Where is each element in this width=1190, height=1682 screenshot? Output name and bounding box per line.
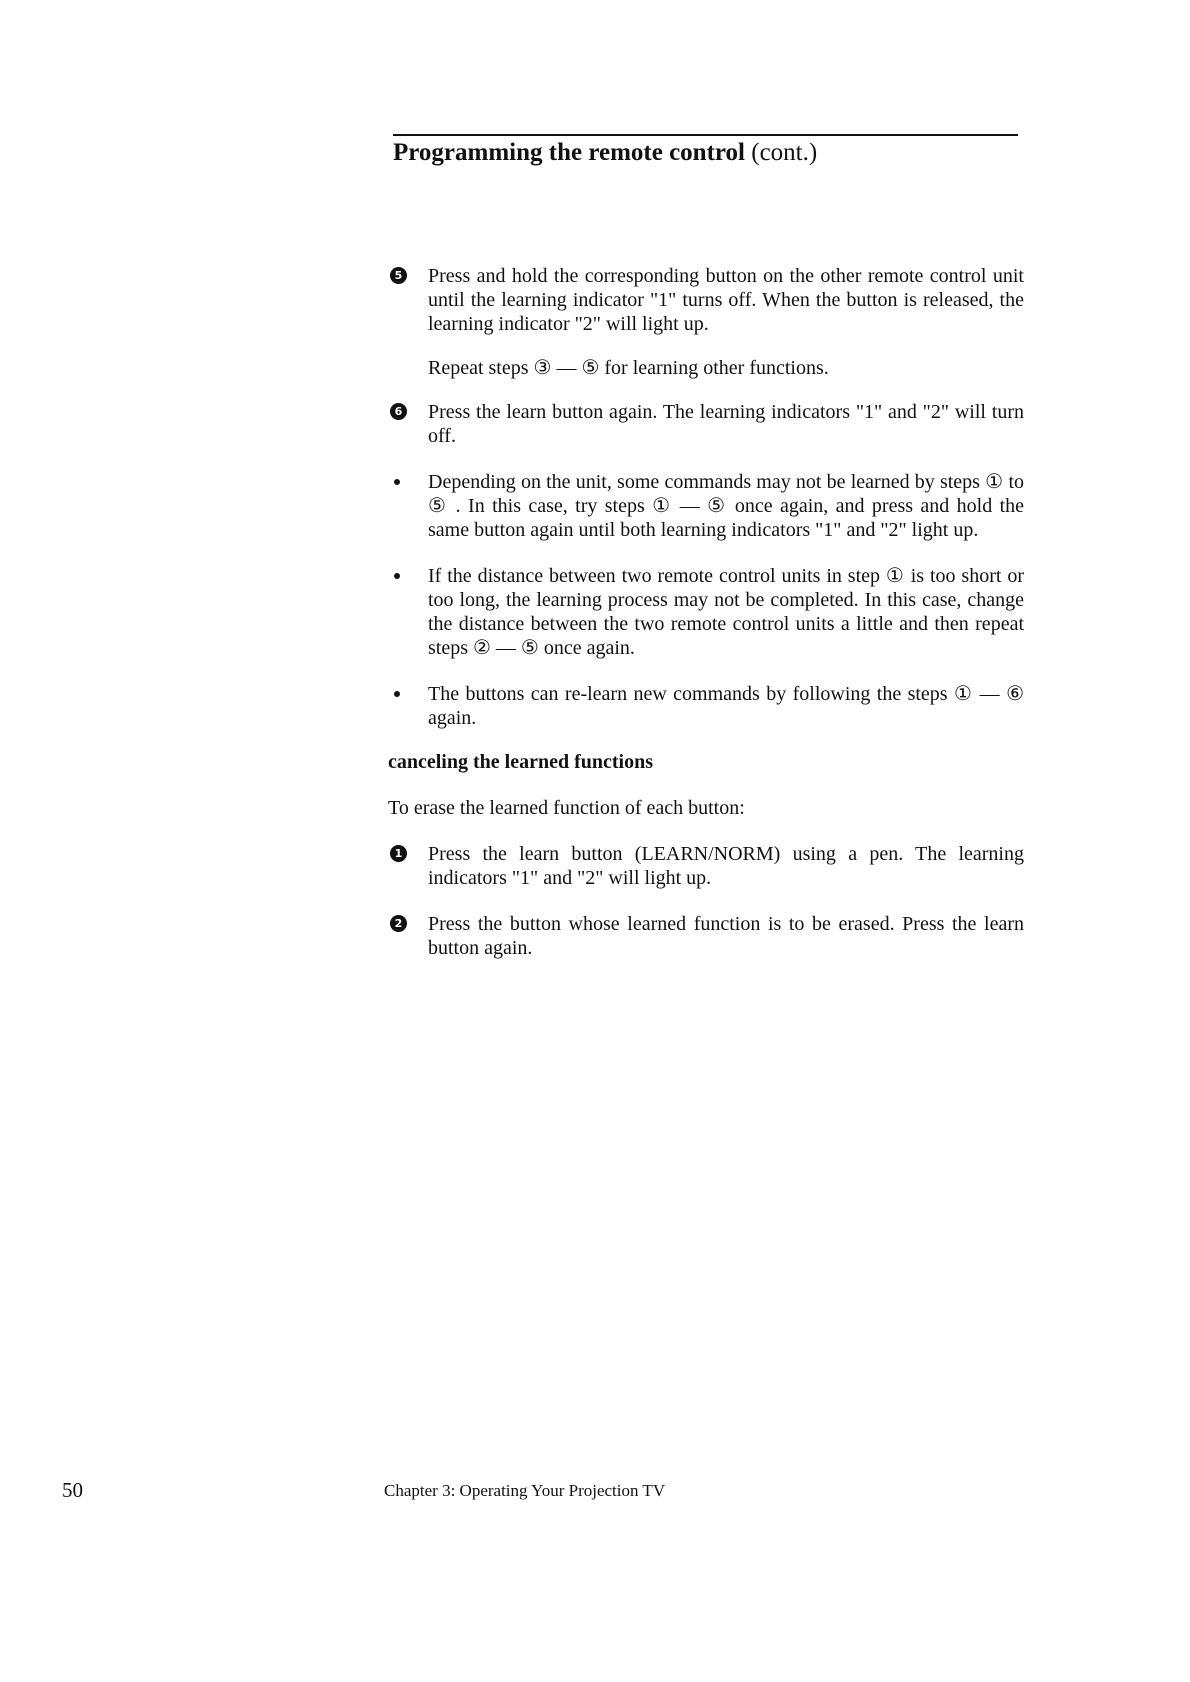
step-number-badge: 2 (390, 915, 407, 932)
cancel-step-2 (388, 912, 1024, 960)
step-number-badge: 6 (390, 403, 407, 420)
step-number-marker (388, 400, 428, 424)
cancel-heading: canceling the learned functions (388, 751, 653, 773)
page-title (393, 136, 817, 170)
cancel-step-1-text: Press the learn button (LEARN/NORM) using a pen. The learning indicators "1" and "2" will light up. (428, 843, 1024, 889)
note-item (388, 470, 1024, 542)
step-5-text: Press and hold the corresponding button on the other remote control unit until the learning indicator "1" turns off. When the button is released, the learning indicator "2" will light up. (428, 265, 1024, 335)
step-6-text: Press the learn button again. The learning indicators "1" and "2" will turn off. (428, 401, 1024, 447)
cancel-step-2-text: Press the button whose learned function is to be erased. Press the learn button again. (428, 913, 1024, 959)
repeat-note: Repeat steps ③ — ⑤ for learning other functions. (428, 357, 829, 379)
note-item (388, 682, 1024, 730)
step-number-badge: 1 (390, 845, 407, 862)
step-number-marker (388, 842, 428, 866)
step-5 (388, 264, 1024, 336)
cancel-step-1 (388, 842, 1024, 890)
page-number: 50 (62, 1478, 83, 1502)
bullet-marker (388, 682, 428, 706)
note-text: Depending on the unit, some commands may not be learned by steps ① to ⑤ . In this case, try steps ① — ⑤ once again, and press and hold the same button again until both learning indicators "1" and "2" light up. (428, 471, 1024, 541)
note-text: The buttons can re-learn new commands by following the steps ① — ⑥ again. (428, 683, 1024, 729)
note-item (388, 564, 1024, 660)
bullet-dot-icon (394, 573, 400, 579)
bullet-marker (388, 564, 428, 588)
page-content (388, 264, 1024, 960)
step-number-marker (388, 912, 428, 936)
note-text: If the distance between two remote control units in step ① is too short or too long, the learning process may not be completed. In this case, change the distance between the two remote control units a little and then repeat steps ② — ⑤ once again. (428, 565, 1024, 659)
bullet-dot-icon (394, 479, 400, 485)
page-title-suffix: (cont.) (751, 139, 818, 166)
bullet-dot-icon (394, 691, 400, 697)
step-number-badge: 5 (390, 267, 407, 284)
chapter-footer: Chapter 3: Operating Your Projection TV (384, 1481, 666, 1500)
page-title-main: Programming the remote control (393, 139, 745, 166)
step-6 (388, 400, 1024, 448)
cancel-intro: To erase the learned function of each button: (388, 797, 745, 819)
step-number-marker (388, 264, 428, 288)
bullet-marker (388, 470, 428, 494)
